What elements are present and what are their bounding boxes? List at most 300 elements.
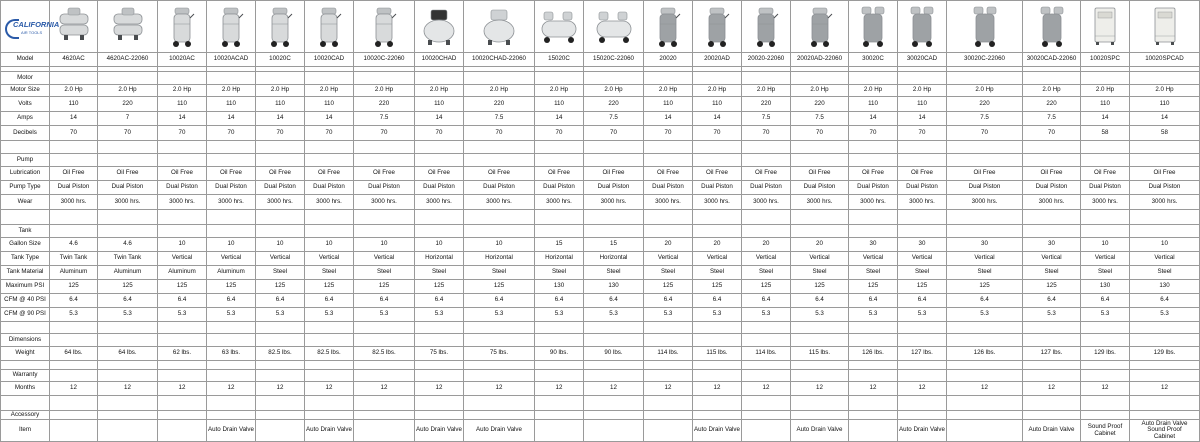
cell-value: 5.3	[226, 310, 236, 318]
table-cell	[742, 85, 791, 97]
table-cell	[354, 97, 415, 112]
table-cell	[947, 195, 1023, 210]
cell-value: 115 lbs.	[808, 349, 831, 357]
cell-value: 127 lbs.	[911, 349, 933, 357]
cell-value: Dual Piston	[368, 183, 400, 191]
table-cell	[354, 308, 415, 322]
table-cell	[898, 53, 947, 67]
cell-value: 2.0 Hp	[975, 86, 994, 94]
row-label-text: Tank Type	[10, 254, 40, 262]
table-cell	[898, 225, 947, 238]
table-cell	[464, 266, 535, 280]
image-row-label	[1, 1, 60, 53]
table-cell	[693, 266, 742, 280]
table-cell	[849, 210, 898, 225]
compressor-product-image	[849, 4, 897, 50]
cell-value: 125	[433, 282, 445, 290]
table-cell	[98, 112, 158, 126]
table-cell	[256, 112, 305, 126]
table-cell	[1023, 126, 1081, 141]
table-cell	[898, 141, 947, 154]
cell-value: 220	[760, 99, 772, 107]
table-cell	[742, 167, 791, 181]
cell-value: 3000 hrs.	[546, 197, 572, 205]
volts-row-label	[1, 97, 50, 112]
cell-value: 2.0 Hp	[221, 86, 241, 94]
cell-value: Dual Piston	[264, 183, 296, 191]
table-cell	[849, 347, 898, 361]
table-cell	[849, 126, 898, 141]
cell-value: 125	[122, 282, 133, 290]
table-cell	[256, 322, 305, 334]
table-cell	[693, 181, 742, 195]
table-cell	[584, 294, 644, 308]
motor-size-row-label	[1, 85, 50, 97]
table-cell	[354, 266, 415, 280]
cell-value: 10	[325, 240, 333, 248]
row-label-text: Model	[16, 55, 34, 63]
table-cell	[1130, 126, 1200, 141]
cell-value: 70	[555, 128, 563, 136]
accessory-text: Auto Drain Valve	[306, 426, 352, 434]
table-cell	[693, 141, 742, 154]
weight-row-label	[1, 347, 50, 361]
table-cell	[1130, 154, 1200, 167]
table-cell	[207, 72, 256, 85]
table-cell	[584, 411, 644, 420]
table-cell	[354, 411, 415, 420]
cell-value: 2.0 Hp	[1042, 86, 1061, 94]
cell-value: 70	[495, 128, 503, 136]
table-cell	[1081, 294, 1130, 308]
table-cell	[849, 411, 898, 420]
table-cell	[742, 181, 791, 195]
table-cell	[354, 126, 415, 141]
cell-value: Oil Free	[62, 169, 85, 177]
table-cell	[947, 53, 1023, 67]
california-air-tools-logo	[3, 5, 60, 49]
spacer-row-label	[1, 210, 50, 225]
compressor-product-image	[158, 4, 206, 50]
table-cell	[354, 225, 415, 238]
table-cell	[207, 396, 256, 411]
table-cell	[849, 53, 898, 67]
section-pump	[1, 154, 1200, 167]
table-cell	[742, 141, 791, 154]
accessory-text: Auto Drain Valve	[1141, 420, 1188, 428]
cell-value: 63 lbs.	[221, 349, 241, 357]
table-cell	[50, 72, 98, 85]
table-cell	[415, 181, 464, 195]
table-cell	[693, 294, 742, 308]
table-cell	[693, 370, 742, 382]
table-cell	[693, 411, 742, 420]
table-cell	[98, 195, 158, 210]
table-cell	[584, 53, 644, 67]
table-cell	[947, 112, 1023, 126]
table-cell	[50, 334, 98, 347]
table-cell	[50, 370, 98, 382]
table-cell	[305, 322, 354, 334]
table-cell	[742, 294, 791, 308]
table-cell	[644, 252, 693, 266]
cell-value: 110	[712, 99, 722, 107]
months-row-label	[1, 382, 50, 396]
cell-value: 15	[610, 240, 617, 248]
cell-value: Vertical	[220, 254, 242, 262]
cell-value: 12	[918, 384, 926, 392]
table-cell	[693, 252, 742, 266]
cell-value: Dual Piston	[750, 183, 782, 191]
cell-value: Twin Tank	[113, 254, 142, 262]
cell-value: 20020AD-22060	[796, 55, 843, 63]
table-cell	[1023, 1, 1081, 53]
table-cell	[354, 252, 415, 266]
table-cell	[898, 72, 947, 85]
table-cell	[1130, 396, 1200, 411]
table-cell	[464, 195, 535, 210]
table-cell	[535, 154, 584, 167]
table-cell	[584, 141, 644, 154]
table-cell	[158, 85, 207, 97]
table-cell	[207, 167, 256, 181]
table-cell	[415, 238, 464, 252]
table-cell	[98, 294, 158, 308]
table-cell	[791, 72, 849, 85]
cell-value: 12	[610, 384, 617, 392]
table-cell	[1023, 382, 1081, 396]
table-cell	[898, 97, 947, 112]
table-cell	[791, 382, 849, 396]
table-cell	[305, 85, 354, 97]
table-cell	[947, 210, 1023, 225]
cell-value: 7.5	[815, 114, 824, 122]
table-cell	[693, 112, 742, 126]
table-cell	[1130, 322, 1200, 334]
cfm40-row	[1, 294, 1200, 308]
section-motor-label	[1, 72, 50, 85]
table-cell	[207, 294, 256, 308]
cell-value: 6.4	[69, 296, 78, 304]
table-cell	[50, 308, 98, 322]
table-cell	[1023, 154, 1081, 167]
cell-value: 12	[380, 384, 388, 392]
cell-value: 110	[68, 99, 79, 107]
table-cell	[207, 141, 256, 154]
accessory-cell	[305, 420, 354, 442]
table-cell	[256, 210, 305, 225]
table-cell	[98, 141, 158, 154]
table-cell	[305, 252, 354, 266]
cell-value: 6.4	[663, 296, 673, 304]
section-dimensions-label	[1, 334, 50, 347]
cell-value: 5.3	[868, 310, 878, 318]
table-cell	[354, 1, 415, 53]
cell-value: Aluminum	[113, 268, 142, 276]
table-cell	[1023, 294, 1081, 308]
table-cell	[791, 167, 849, 181]
cell-value: 220	[1046, 99, 1057, 107]
table-cell	[354, 334, 415, 347]
table-cell	[849, 396, 898, 411]
cell-value: 3000 hrs.	[1092, 197, 1118, 205]
cell-value: Steel	[1157, 268, 1172, 276]
table-cell	[644, 85, 693, 97]
table-cell	[644, 195, 693, 210]
table-cell	[415, 370, 464, 382]
cell-value: 2.0 Hp	[374, 86, 394, 94]
table-cell	[305, 308, 354, 322]
cell-value: 14	[325, 114, 333, 122]
cell-value: 30	[918, 240, 926, 248]
table-cell	[1081, 1, 1130, 53]
table-cell	[98, 1, 158, 53]
cell-value: 3000 hrs.	[60, 197, 87, 205]
accessory-text: Auto Drain Valve	[796, 426, 843, 434]
weight-row	[1, 347, 1200, 361]
table-cell	[584, 370, 644, 382]
cell-value: 2.0 Hp	[118, 86, 137, 94]
table-cell	[98, 347, 158, 361]
cell-value: Horizontal	[599, 254, 628, 262]
cell-value: 12	[124, 384, 131, 392]
table-cell	[742, 210, 791, 225]
compressor-product-image	[947, 4, 1022, 50]
table-cell	[1023, 308, 1081, 322]
table-cell	[50, 53, 98, 67]
table-cell	[1023, 167, 1081, 181]
gallon-size-row-label	[1, 238, 50, 252]
table-cell	[1081, 411, 1130, 420]
table-cell	[50, 294, 98, 308]
cell-value: 12	[325, 384, 333, 392]
table-cell	[535, 382, 584, 396]
cell-value: Vertical	[974, 254, 995, 262]
table-cell	[644, 112, 693, 126]
amps-row	[1, 112, 1200, 126]
table-cell	[898, 252, 947, 266]
table-cell	[98, 85, 158, 97]
cell-value: Vertical	[706, 254, 728, 262]
table-cell	[464, 1, 535, 53]
table-cell	[535, 294, 584, 308]
cell-value: 5.3	[980, 310, 989, 318]
table-cell	[158, 382, 207, 396]
cell-value: 5.3	[275, 310, 285, 318]
table-cell	[464, 72, 535, 85]
cell-value: 10020ACAD	[213, 55, 249, 63]
table-cell	[305, 225, 354, 238]
accessory-item-row	[1, 420, 1200, 442]
table-cell	[98, 361, 158, 370]
cell-value: 114 lbs.	[657, 349, 679, 357]
cell-value: 6.4	[1047, 296, 1056, 304]
table-cell	[898, 308, 947, 322]
table-cell	[50, 210, 98, 225]
pump-type-row	[1, 181, 1200, 195]
cell-value: 3000 hrs.	[860, 197, 886, 205]
table-cell	[1081, 266, 1130, 280]
cell-value: 30020C-22060	[964, 55, 1005, 63]
accessory-cell	[644, 420, 693, 442]
table-cell	[464, 280, 535, 294]
cell-value: 3000 hrs.	[1151, 197, 1178, 205]
table-cell	[50, 85, 98, 97]
table-cell	[207, 280, 256, 294]
row-label-text: Wear	[17, 197, 33, 205]
compressor-product-image	[1023, 4, 1080, 50]
table-cell	[98, 154, 158, 167]
accessory-cell	[158, 420, 207, 442]
table-cell	[849, 225, 898, 238]
table-cell	[1130, 167, 1200, 181]
compressor-product-image	[1130, 4, 1199, 50]
cell-value: 5.3	[69, 310, 78, 318]
table-cell	[535, 167, 584, 181]
table-cell	[305, 181, 354, 195]
table-cell	[98, 411, 158, 420]
cell-value: 10	[495, 240, 503, 248]
table-cell	[415, 141, 464, 154]
table-cell	[535, 210, 584, 225]
section-warranty	[1, 370, 1200, 382]
cell-value: Vertical	[171, 254, 193, 262]
cell-value: 10	[380, 240, 388, 248]
cell-value: 4620AC-22060	[106, 55, 149, 63]
table-cell	[354, 154, 415, 167]
cell-value: 70	[981, 128, 988, 136]
accessory-cell	[1130, 420, 1200, 442]
cell-value: Dual Piston	[215, 183, 247, 191]
table-cell	[693, 334, 742, 347]
row-label-text: CFM @ 90 PSI	[4, 310, 46, 318]
cell-value: Oil Free	[487, 169, 510, 177]
cell-value: 5.3	[177, 310, 187, 318]
table-cell	[207, 266, 256, 280]
table-cell	[50, 97, 98, 112]
cell-value: Dual Piston	[803, 183, 836, 191]
table-cell	[535, 266, 584, 280]
table-cell	[742, 126, 791, 141]
table-cell	[305, 126, 354, 141]
table-cell	[947, 85, 1023, 97]
model-row	[1, 53, 1200, 67]
table-cell	[849, 72, 898, 85]
table-cell	[207, 238, 256, 252]
table-cell	[207, 1, 256, 53]
table-cell	[742, 361, 791, 370]
cell-value: 30020CAD	[906, 55, 938, 63]
table-cell	[644, 334, 693, 347]
table-cell	[158, 280, 207, 294]
table-cell	[947, 225, 1023, 238]
table-cell	[464, 53, 535, 67]
table-cell	[1023, 225, 1081, 238]
accessory-cell	[354, 420, 415, 442]
cell-value: 14	[1161, 114, 1168, 122]
table-cell	[415, 167, 464, 181]
table-cell	[791, 294, 849, 308]
image-row	[1, 1, 1200, 53]
cell-value: Vertical	[657, 254, 679, 262]
table-cell	[464, 112, 535, 126]
table-cell	[742, 322, 791, 334]
table-cell	[158, 72, 207, 85]
table-cell	[50, 361, 98, 370]
table-cell	[464, 238, 535, 252]
cell-value: 130	[1099, 282, 1111, 290]
table-cell	[644, 266, 693, 280]
cell-value: 125	[323, 282, 335, 290]
table-cell	[305, 334, 354, 347]
table-cell	[305, 280, 354, 294]
cell-value: 10020CHAD	[421, 55, 457, 63]
cell-value: Dual Piston	[906, 183, 938, 191]
table-cell	[1130, 280, 1200, 294]
table-cell	[947, 396, 1023, 411]
table-cell	[584, 252, 644, 266]
cell-value: 10	[178, 240, 186, 248]
accessory-text: Sound Proof	[1087, 423, 1123, 431]
table-cell	[98, 181, 158, 195]
cell-value: 12	[70, 384, 77, 392]
cell-value: 10020CAD	[313, 55, 345, 63]
cell-value: 12	[981, 384, 988, 392]
row-label-text: Pump Type	[9, 183, 41, 191]
wear-row-label	[1, 195, 50, 210]
cell-value: 125	[378, 282, 390, 290]
cell-value: 14	[178, 114, 186, 122]
table-cell	[98, 126, 158, 141]
row-label-text: Dimensions	[8, 335, 42, 343]
table-cell	[256, 167, 305, 181]
table-cell	[535, 97, 584, 112]
table-cell	[464, 126, 535, 141]
cell-value: Oil Free	[170, 169, 193, 177]
table-cell	[1081, 382, 1130, 396]
cell-value: 70	[70, 128, 77, 136]
cell-value: 75 lbs.	[489, 349, 509, 357]
cell-value: 125	[711, 282, 723, 290]
cell-value: Steel	[709, 268, 725, 276]
cell-value: 12	[435, 384, 443, 392]
cell-value: Vertical	[755, 254, 777, 262]
section-accessory-label	[1, 411, 50, 420]
cell-value: Oil Free	[1093, 169, 1116, 177]
row-label-text: Weight	[15, 349, 35, 357]
cell-value: 2.0 Hp	[1095, 86, 1115, 94]
cell-value: Oil Free	[317, 169, 340, 177]
table-cell	[947, 97, 1023, 112]
row-label-text: Decibels	[13, 128, 37, 136]
table-cell	[50, 126, 98, 141]
cell-value: 12	[276, 384, 284, 392]
table-cell	[584, 154, 644, 167]
cell-value: Oil Free	[808, 169, 831, 177]
cell-value: 10	[227, 240, 235, 248]
table-cell	[50, 411, 98, 420]
table-cell	[207, 195, 256, 210]
table-cell	[415, 266, 464, 280]
table-cell	[415, 53, 464, 67]
cell-value: Dual Piston	[543, 183, 575, 191]
compressor-product-image	[898, 4, 946, 50]
cell-value: 4.6	[123, 240, 132, 248]
table-cell	[98, 396, 158, 411]
cell-value: 70	[610, 128, 617, 136]
cell-value: 5.3	[1047, 310, 1056, 318]
table-cell	[1023, 195, 1081, 210]
